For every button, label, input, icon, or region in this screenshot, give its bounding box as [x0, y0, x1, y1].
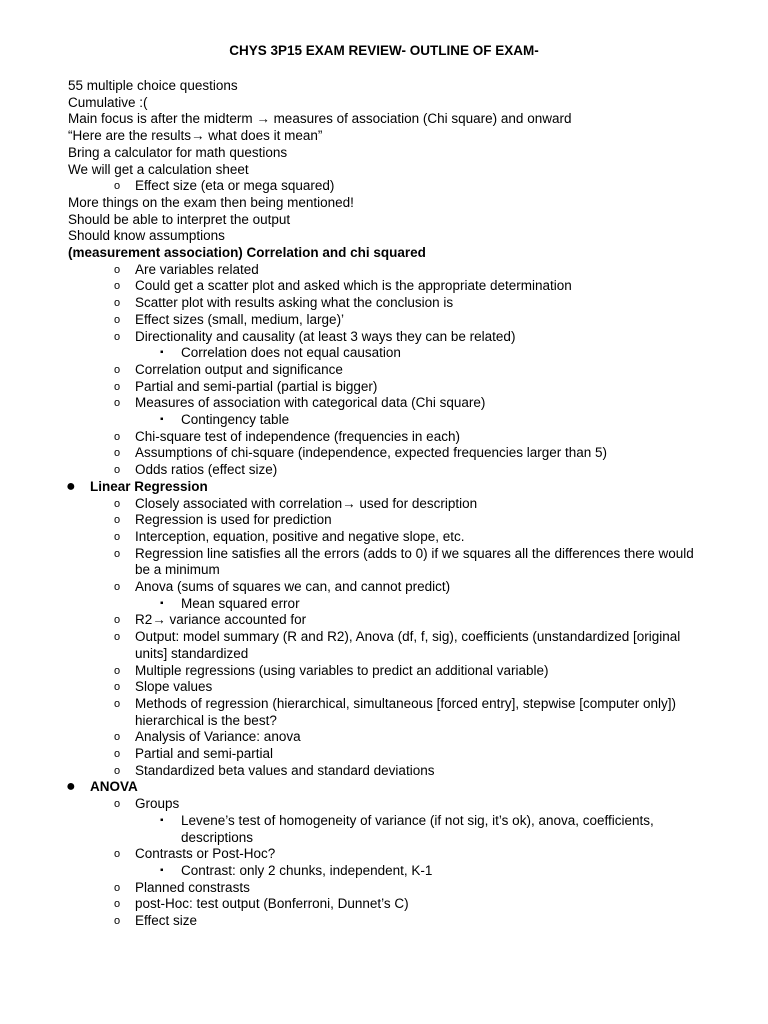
bullet-circle-icon: o [114, 731, 121, 744]
text-line: Bring a calculator for math questions [68, 144, 288, 160]
bullet-circle-icon: o [114, 180, 121, 193]
list-item: Closely associated with correlation→ used for description [135, 495, 478, 511]
text-line: Main focus is after the midterm → measures of association (Chi square) and onward [68, 111, 572, 127]
list-item: Correlation output and significance [135, 361, 343, 377]
list-item: Assumptions of chi-square (independence, expected frequencies larger than 5) [135, 445, 608, 461]
bullet-circle-icon: o [114, 313, 121, 326]
list-item: Measures of association with categorical data (Chi square) [135, 395, 486, 411]
bullet-circle-icon: o [114, 697, 121, 710]
list-item: Effect size (eta or mega squared) [135, 178, 335, 194]
bullet-square-icon: ▪ [160, 814, 164, 826]
text-line: Should know assumptions [68, 228, 225, 244]
list-item: Scatter plot with results asking what the conclusion is [135, 295, 454, 311]
list-item: Anova (sums of squares we can, and cannot predict) [135, 579, 451, 594]
list-item: Effect size [135, 913, 198, 928]
text-line: 55 multiple choice questions [68, 78, 238, 93]
bullet-circle-icon: o [114, 380, 121, 393]
document-title: CHYS 3P15 EXAM REVIEW- OUTLINE OF EXAM- [229, 43, 539, 58]
bullet-circle-icon: o [114, 664, 121, 677]
list-item: Directionality and causality (at least 3 ways they can be related) [135, 328, 516, 344]
bullet-circle-icon: o [114, 263, 121, 276]
list-item: post-Hoc: test output (Bonferroni, Dunnet’s C) [135, 896, 409, 912]
list-item: ANOVA [90, 779, 138, 795]
list-item: Partial and semi-partial [135, 746, 274, 761]
list-item: Odds ratios (effect size) [135, 462, 278, 478]
bullet-square-icon: ▪ [160, 347, 164, 359]
text-line: (measurement association) Correlation and chi squared [68, 245, 426, 260]
bullet-circle-icon: o [114, 798, 121, 811]
list-item: Analysis of Variance: anova [135, 729, 301, 745]
bullet-circle-icon: o [114, 848, 121, 861]
bullet-circle-icon: o [114, 748, 121, 760]
bullet-circle-icon: o [114, 681, 121, 694]
bullet-circle-icon: o [114, 631, 121, 644]
list-item: Multiple regressions (using variables to predict an additional variable) [135, 662, 549, 678]
list-item: Partial and semi-partial (partial is bigger) [135, 378, 378, 394]
text-line: We will get a calculation sheet [68, 161, 249, 177]
bullet-circle-icon: o [114, 764, 121, 777]
bullet-circle-icon: o [114, 530, 121, 543]
bullet-square-icon: ▪ [160, 597, 164, 609]
list-item: Mean squared error [181, 595, 300, 611]
list-item: Are variables related [135, 261, 259, 277]
list-item: Could get a scatter plot and asked which is the appropriate determination [135, 278, 572, 294]
bullet-square-icon: ▪ [160, 414, 164, 425]
text-line: Should be able to interpret the output [68, 211, 291, 227]
bullet-circle-icon: o [114, 898, 121, 911]
bullet-circle-icon: o [114, 330, 121, 343]
bullet-circle-icon: o [114, 547, 121, 560]
list-item: Slope values [135, 679, 213, 695]
bullet-circle-icon: o [114, 363, 121, 376]
bullet-circle-icon: o [114, 464, 121, 477]
bullet-square-icon: ▪ [160, 864, 164, 876]
bullet-circle-icon: o [114, 614, 121, 627]
list-item: Chi-square test of independence (frequencies in each) [135, 428, 460, 444]
bullet-circle-icon: o [114, 497, 121, 510]
bullet-circle-icon: o [114, 581, 121, 593]
text-line: More things on the exam then being mentioned! [68, 194, 354, 210]
list-item: Contingency table [181, 412, 290, 427]
list-item: Contrasts or Post-Hoc? [135, 846, 276, 862]
list-item: Groups [135, 796, 180, 812]
list-item: Levene’s test of homogeneity of variance (if not sig, it’s ok), anova, coefficients, descriptions [181, 812, 654, 845]
bullet-circle-icon: o [114, 514, 121, 527]
list-item: Regression line satisfies all the errors (adds to 0) if we squares all the differences there would be a minimum [135, 545, 694, 578]
list-item: Methods of regression (hierarchical, simultaneous [forced entry], stepwise [computer only]) hierarchical is the best? [135, 695, 676, 728]
bullet-dot-icon: ● [66, 778, 76, 796]
bullet-circle-icon: o [114, 297, 121, 310]
list-item: Contrast: only 2 chunks, independent, K-1 [181, 862, 433, 878]
bullet-circle-icon: o [114, 397, 121, 410]
list-item: Output: model summary (R and R2), Anova (df, f, sig), coefficients (unstandardized [original units] standardized [135, 629, 681, 661]
list-item: Linear Regression [90, 478, 208, 494]
bullet-dot-icon: ● [66, 477, 76, 495]
list-item: Effect sizes (small, medium, large)’ [135, 311, 345, 327]
bullet-circle-icon: o [114, 915, 121, 927]
list-item: Interception, equation, positive and negative slope, etc. [135, 528, 465, 544]
text-line: “Here are the results→ what does it mean” [68, 128, 323, 144]
list-item: Standardized beta values and standard deviations [135, 762, 435, 778]
bullet-circle-icon: o [114, 430, 121, 443]
list-item: Correlation does not equal causation [181, 345, 401, 361]
list-item: Regression is used for prediction [135, 512, 332, 528]
text-line: Cumulative :( [68, 94, 148, 110]
bullet-circle-icon: o [114, 881, 121, 894]
list-item: R2→ variance accounted for [135, 612, 307, 628]
list-item: Planned constrasts [135, 879, 250, 895]
bullet-circle-icon: o [114, 280, 121, 293]
bullet-circle-icon: o [114, 447, 121, 460]
